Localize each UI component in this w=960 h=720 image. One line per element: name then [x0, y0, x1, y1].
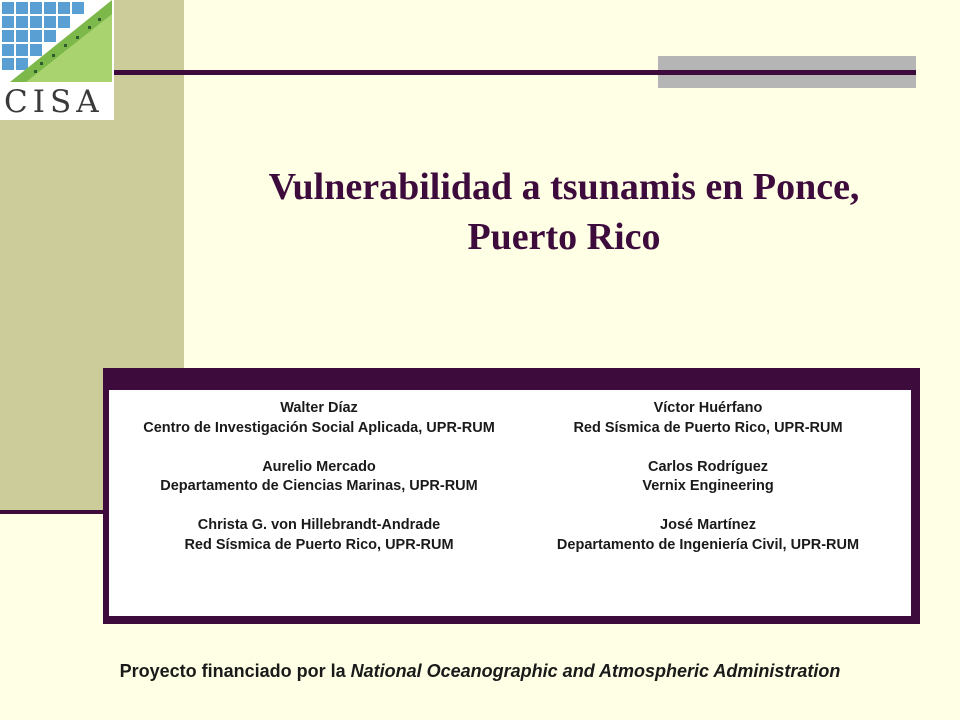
author-entry: [525, 516, 891, 555]
author-entry: [525, 458, 891, 497]
author-name: Walter Díaz: [280, 400, 358, 416]
author-affiliation: Departamento de Ciencias Marinas, UPR-RUM: [160, 478, 478, 494]
logo-text: CISA: [4, 84, 104, 120]
author-affiliation: Centro de Investigación Social Aplicada, UPR-RUM: [143, 419, 495, 436]
slide-title: [184, 162, 944, 262]
author-affiliation: Departamento de Ingeniería Civil, UPR-RUM: [556, 536, 860, 553]
author-name: Víctor Huérfano: [653, 400, 763, 416]
title-line-2: Puerto Rico: [467, 216, 661, 258]
top-divider-line-accent: [658, 70, 916, 75]
author-entry: [109, 516, 529, 555]
author-name: José Martínez: [660, 517, 756, 533]
title-line-1: Vulnerabilidad a tsunamis en Ponce,: [268, 166, 860, 208]
logo-graphic: [0, 0, 114, 84]
funding-footer: [0, 661, 960, 682]
author-name: Carlos Rodríguez: [647, 458, 769, 475]
authors-left-column: [109, 399, 529, 575]
author-name: Christa G. von Hillebrandt-Andrade: [197, 517, 441, 533]
author-affiliation: Red Sísmica de Puerto Rico, UPR-RUM: [573, 419, 843, 436]
author-entry: [109, 458, 529, 497]
author-entry: [109, 399, 529, 438]
authors-right-column: [525, 399, 891, 575]
author-entry: [525, 399, 891, 438]
cisa-logo: [0, 0, 114, 120]
footer-agency: National Oceanographic and Atmospheric Administration: [350, 661, 841, 681]
author-affiliation: Vernix Engineering: [642, 478, 774, 494]
author-affiliation: Red Sísmica de Puerto Rico, UPR-RUM: [184, 536, 454, 553]
footer-prefix: Proyecto financiado por la: [119, 661, 351, 681]
author-name: Aurelio Mercado: [262, 458, 376, 475]
